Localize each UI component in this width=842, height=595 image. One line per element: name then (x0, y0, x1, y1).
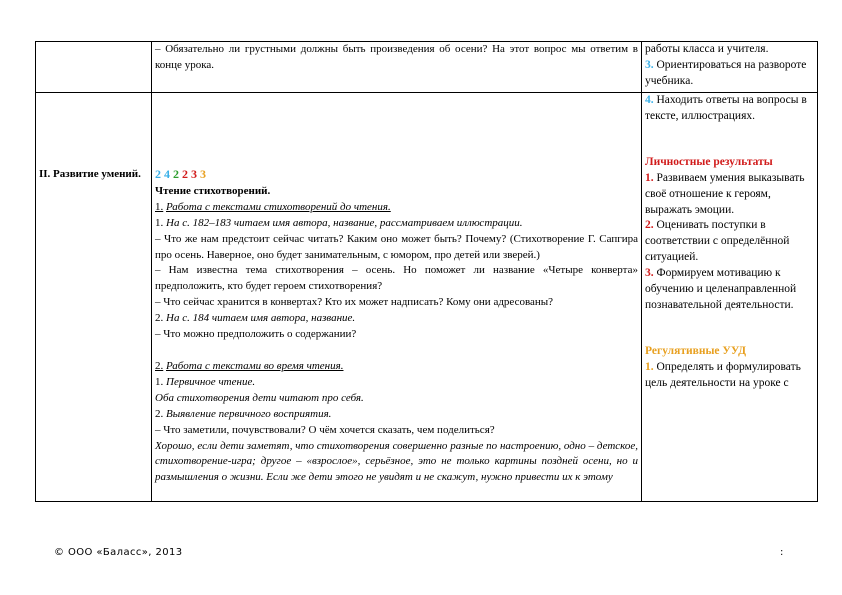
content-cell (152, 42, 642, 93)
section-cell (36, 93, 152, 502)
uud-number: 3 (200, 167, 206, 181)
uud-cell (642, 42, 818, 93)
work2-heading: 2. Работа с текстами во время чтения. (155, 359, 344, 372)
work1-heading: 1. Работа с текстами стихотворений до чтения. (155, 200, 391, 213)
section-title: II. Развитие умений. (39, 168, 141, 180)
content-cell (152, 93, 642, 502)
step1: 1. На с. 182–183 читаем имя автора, название, рассматриваем иллюстрации. (155, 216, 523, 229)
section-cell (36, 42, 152, 93)
question: – Что же нам предстоит сейчас читать? Каким оно может быть? Почему? (Стихотворение Г. Сапгира про осень. Наверное, оно будет занимательным, с юмором, про детей или зверей.) (155, 232, 638, 261)
table-row (36, 42, 818, 93)
personal-item: 1. Развиваем умения выказывать своё отношение к героям, выражать эмоции. (645, 171, 805, 216)
personal-title: Личностные результаты (645, 155, 773, 168)
uud-number: 3 (191, 167, 197, 181)
uud-cell (642, 93, 818, 502)
regulative-item: 1. Определять и формулировать цель деятельности на уроке с (645, 360, 801, 389)
sub1-note: Оба стихотворения дети читают про себя. (155, 391, 364, 404)
question: – Нам известна тема стихотворения – осень. Но поможет ли название «Четыре конверта» предположить, кто будет героем стихотворения? (155, 264, 638, 293)
footer-mark: : (780, 547, 784, 558)
uud-number: 2 (182, 167, 188, 181)
uud-item: 4. Находить ответы на вопросы в тексте, иллюстрациях. (645, 94, 807, 122)
sub2: 2. Выявление первичного восприятия. (155, 407, 332, 420)
teacher-note: Хорошо, если дети заметят, что стихотворения совершенно разные по настроению, одно – детское, стихотворение-игра; другое – «взрослое», серьёзное, это не только картины поздней осени, но и размышления о жизни. Если же дети этого не увидят и не скажут, нужно привести их к этому (155, 439, 638, 484)
step2: 2. На с. 184 читаем имя автора, название. (155, 312, 356, 325)
personal-item: 2. Оценивать поступки в соответствии с определённой ситуацией. (645, 219, 790, 264)
question: – Что заметили, почувствовали? О чём хочется сказать, чем поделиться? (155, 423, 495, 436)
uud-number: 4 (164, 167, 170, 181)
closing-question: – Обязательно ли грустными должны быть произведения об осени? На этот вопрос мы ответим в конце урока. (155, 43, 638, 71)
personal-item: 3. Формируем мотивацию к обучению и целенаправленной познавательной деятельности. (645, 267, 797, 311)
reading-title: Чтение стихотворений. (155, 184, 271, 197)
uud-item: работы класса и учителя. (645, 43, 769, 55)
question: – Что можно предположить о содержании? (155, 328, 357, 341)
question: – Что сейчас хранится в конвертах? Кто их может надписать? Кому они адресованы? (155, 296, 554, 309)
uud-number: 2 (173, 167, 179, 181)
table-row (36, 93, 818, 502)
lesson-table (35, 41, 818, 502)
uud-number: 2 (155, 167, 161, 181)
copyright-footer: © ООО «Баласс», 2013 (54, 547, 183, 558)
uud-numbers (155, 167, 638, 184)
sub1: 1. Первичное чтение. (155, 375, 256, 388)
uud-item: 3. Ориентироваться на развороте учебника. (645, 58, 807, 87)
regulative-title: Регулятивные УУД (645, 344, 747, 357)
